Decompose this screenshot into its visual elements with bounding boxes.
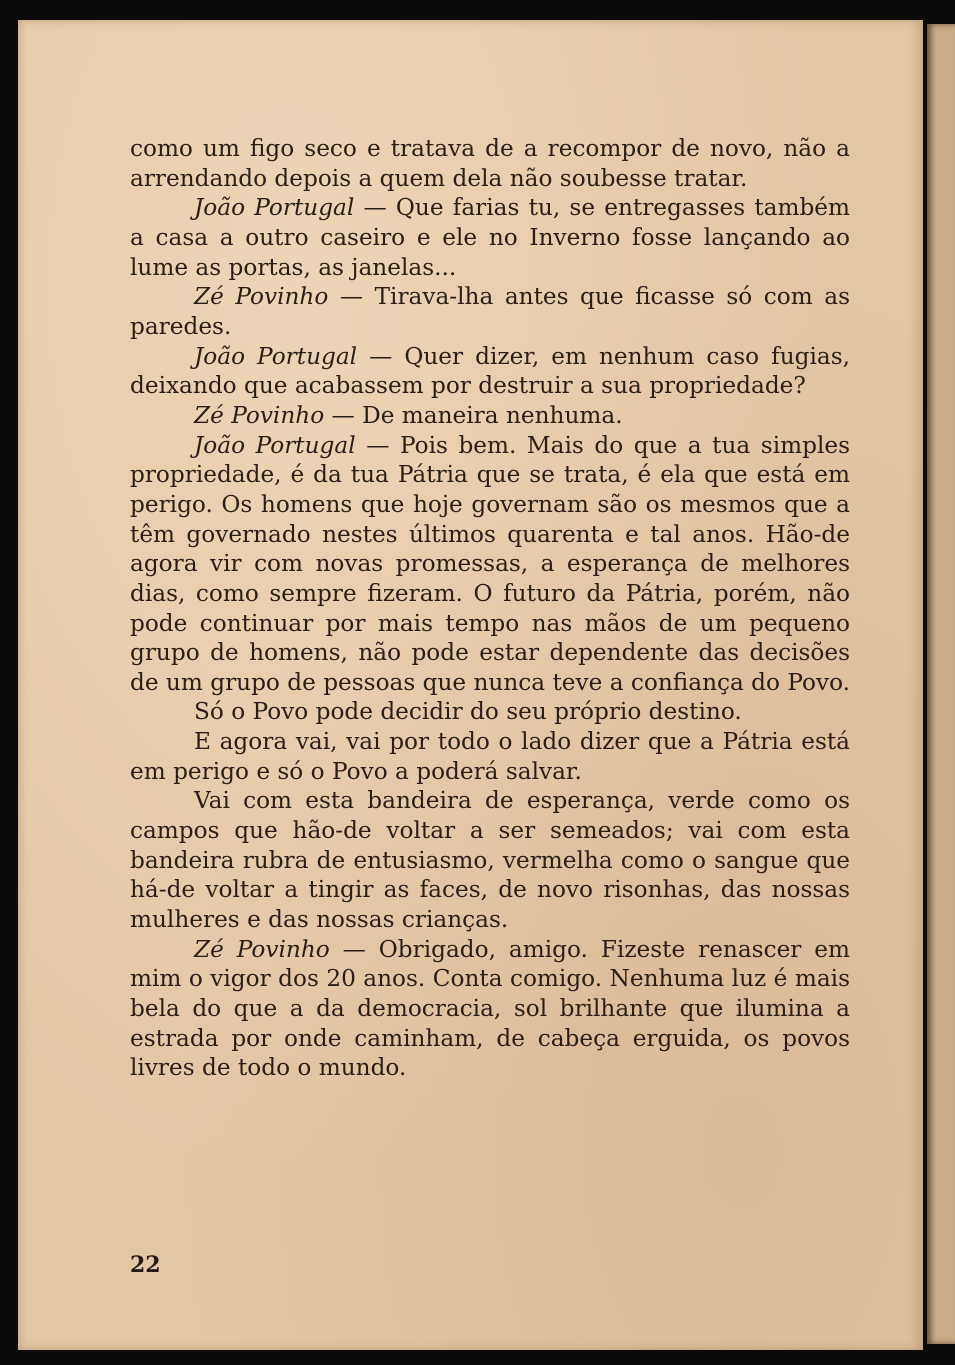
paragraph-6: João Portugal — Pois bem. Mais do que a tua simples propriedade, é da tua Pátria que se trata, é ela que está em perigo. Os homens que hoje governam são os mesmos que a têm governado nestes últimos quarenta e tal anos. Hão-de agora vir com novas promessas, a esperança de melhores dias, como sempre fizeram. O futuro da Pátria, porém, não pode continuar por mais tempo nas mãos de um pequeno grupo de homens, não pode estar dependente das decisões de um grupo de pessoas que nunca teve a confiança do Povo. [130,431,851,696]
dialogue-text: Que farias tu, se entregasses também a casa a outro caseiro e ele no Inverno fosse lançando ao lume as portas, as janelas... [130,194,850,281]
paragraph-7: Só o Povo pode decidir do seu próprio destino. [194,698,742,726]
page-number: 22 [130,1252,161,1278]
dialogue-text: Obrigado, amigo. Fizeste renascer em mim o vigor dos 20 anos. Conta comigo. Nenhuma luz é mais bela do que a da democracia, sol brilhante que ilumina a estrada por onde caminham, de cabeça erguida, os povos livres de todo o mundo. [130,935,851,1082]
paragraph-10: Zé Povinho — Obrigado, amigo. Fizeste renascer em mim o vigor dos 20 anos. Conta comigo. Nenhuma luz é mais bela do que a da democracia, sol brilhante que ilumina a estrada por onde caminham, de cabeça erguida, os povos livres de todo o mundo. [130,935,851,1082]
paragraph-9: Vai com esta bandeira de esperança, verde como os campos que hão-de voltar a ser semeados; vai com esta bandeira rubra de entusiasmo, vermelha como o sangue que há-de voltar a tingir as faces, de novo risonhas, das nossas mulheres e das nossas crianças. [130,787,850,934]
paragraph-1: como um figo seco e tratava de a recompor de novo, não a arrendando depois a quem dela não soubesse tratar. [130,135,850,192]
dialogue-text: Tirava-lha antes que ficasse só com as paredes. [130,283,850,340]
speaker-name: Zé Povinho [194,935,330,963]
paragraph-3: Zé Povinho — Tirava-lha antes que ficasse só com as paredes. [130,283,850,340]
dialogue-text: Quer dizer, em nenhum caso fugias, deixando que acabassem por destruir a sua propriedade? [130,342,850,400]
paragraph-2: João Portugal — Que farias tu, se entregasses também a casa a outro caseiro e ele no Inverno fosse lançando ao lume as portas, as janelas... [130,194,850,281]
speaker-name: João Portugal [194,342,358,370]
speaker-name: João Portugal [194,431,356,459]
page-text [130,134,850,1083]
paragraph-4: João Portugal — Quer dizer, em nenhum caso fugias, deixando que acabassem por destruir a sua propriedade? [130,342,850,400]
speaker-name: Zé Povinho [194,283,329,311]
facing-page-edge [927,24,955,1344]
paragraph-8: E agora vai, vai por todo o lado dizer que a Pátria está em perigo e só o Povo a poderá salvar. [130,728,850,785]
book-page [18,20,923,1350]
dialogue-text: Pois bem. Mais do que a tua simples propriedade, é da tua Pátria que se trata, é ela que está em perigo. Os homens que hoje governam são os mesmos que a têm governado nestes últimos quarenta e tal anos. Hão-de agora vir com novas promessas, a esperança de melhores dias, como sempre fizeram. O futuro da Pátria, porém, não pode continuar por mais tempo nas mãos de um pequeno grupo de homens, não pode estar dependente das decisões de um grupo de pessoas que nunca teve a confiança do Povo. [130,431,851,696]
dialogue-text: De maneira nenhuma. [362,401,623,429]
speaker-name: Zé Povinho [194,401,325,429]
speaker-name: João Portugal [194,194,355,222]
paragraph-5: Zé Povinho — De maneira nenhuma. [194,401,623,429]
